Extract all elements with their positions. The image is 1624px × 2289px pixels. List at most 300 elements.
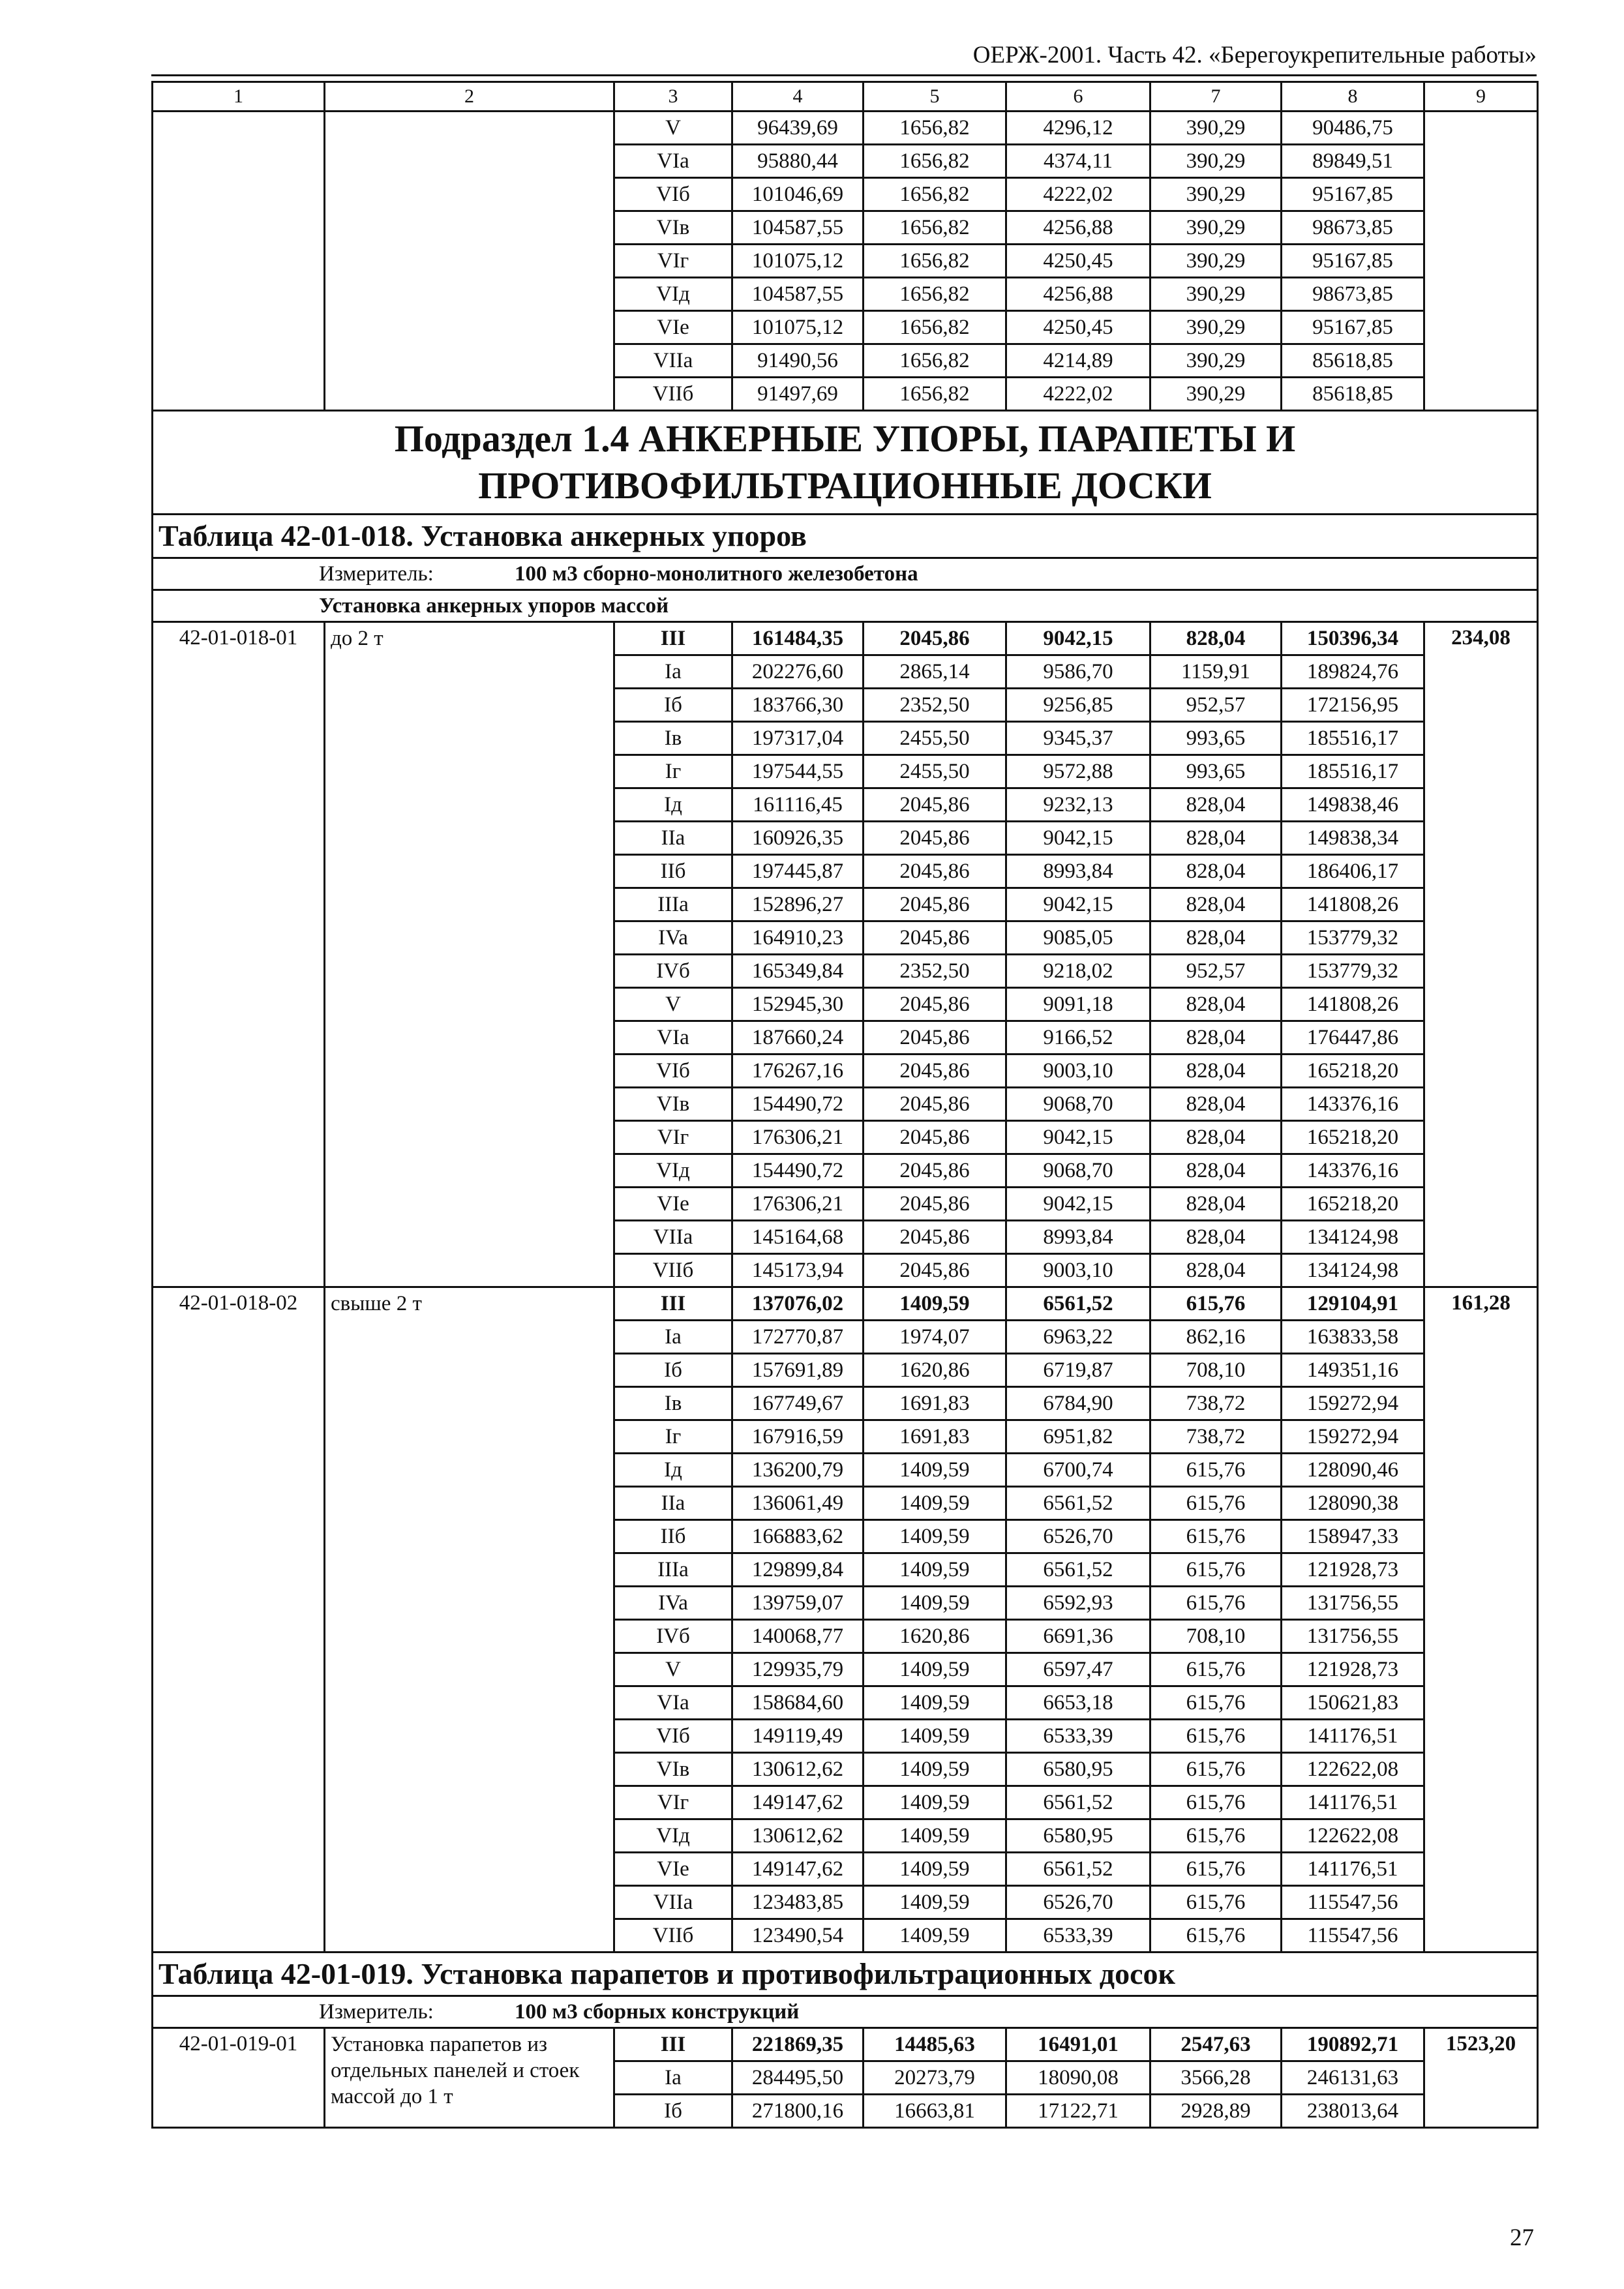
value-cell: 615,76 xyxy=(1150,1853,1282,1886)
value-cell: 1656,82 xyxy=(864,145,1006,178)
zone-cell: IVa xyxy=(614,921,732,955)
value-cell: 96439,69 xyxy=(732,112,864,145)
value-cell: 6700,74 xyxy=(1006,1454,1150,1487)
value-cell: 197445,87 xyxy=(732,855,864,888)
value-cell: 1691,83 xyxy=(864,1420,1006,1454)
value-cell: 4256,88 xyxy=(1006,211,1150,245)
zone-cell: VIIб xyxy=(614,1919,732,1952)
value-cell: 246131,63 xyxy=(1282,2061,1424,2095)
labor-cost: 234,08 xyxy=(1424,622,1538,1287)
zone-cell: VIе xyxy=(614,311,732,344)
value-cell: 828,04 xyxy=(1150,921,1282,955)
value-cell: 1656,82 xyxy=(864,278,1006,311)
value-cell: 6526,70 xyxy=(1006,1520,1150,1553)
value-cell: 20273,79 xyxy=(864,2061,1006,2095)
zone-cell: IVб xyxy=(614,955,732,988)
table-row xyxy=(153,112,1538,145)
value-cell: 1409,59 xyxy=(864,1919,1006,1952)
value-cell: 185516,17 xyxy=(1282,722,1424,755)
value-cell: 131756,55 xyxy=(1282,1587,1424,1620)
value-cell: 2045,86 xyxy=(864,1021,1006,1055)
zone-cell: Iв xyxy=(614,722,732,755)
value-cell: 9068,70 xyxy=(1006,1154,1150,1188)
value-cell: 160926,35 xyxy=(732,822,864,855)
value-cell: 149838,34 xyxy=(1282,822,1424,855)
value-cell: 159272,94 xyxy=(1282,1420,1424,1454)
value-cell: 164910,23 xyxy=(732,921,864,955)
value-cell: 189824,76 xyxy=(1282,655,1424,689)
value-cell: 149838,46 xyxy=(1282,788,1424,822)
value-cell: 1409,59 xyxy=(864,1853,1006,1886)
value-cell: 121928,73 xyxy=(1282,1653,1424,1686)
column-number: 4 xyxy=(732,82,864,112)
value-cell: 828,04 xyxy=(1150,1188,1282,1221)
value-cell: 1620,86 xyxy=(864,1620,1006,1653)
value-cell: 154490,72 xyxy=(732,1154,864,1188)
value-cell: 615,76 xyxy=(1150,1786,1282,1819)
value-cell: 738,72 xyxy=(1150,1420,1282,1454)
value-cell: 2045,86 xyxy=(864,1254,1006,1287)
value-cell: 2455,50 xyxy=(864,755,1006,788)
value-cell: 2045,86 xyxy=(864,1055,1006,1088)
value-cell: 16491,01 xyxy=(1006,2028,1150,2061)
value-cell: 141176,51 xyxy=(1282,1853,1424,1886)
value-cell: 6653,18 xyxy=(1006,1686,1150,1720)
value-cell: 2045,86 xyxy=(864,822,1006,855)
table-row xyxy=(153,2028,1538,2061)
value-cell: 2455,50 xyxy=(864,722,1006,755)
value-cell: 828,04 xyxy=(1150,988,1282,1021)
value-cell: 176267,16 xyxy=(732,1055,864,1088)
value-cell: 165218,20 xyxy=(1282,1055,1424,1088)
value-cell: 390,29 xyxy=(1150,278,1282,311)
value-cell: 2928,89 xyxy=(1150,2095,1282,2128)
value-cell: 123490,54 xyxy=(732,1919,864,1952)
value-cell: 2045,86 xyxy=(864,1221,1006,1254)
value-cell: 129104,91 xyxy=(1282,1287,1424,1321)
zone-cell: VIб xyxy=(614,1720,732,1753)
value-cell: 161116,45 xyxy=(732,788,864,822)
value-cell: 136061,49 xyxy=(732,1487,864,1520)
value-cell: 390,29 xyxy=(1150,178,1282,211)
value-cell: 1409,59 xyxy=(864,1287,1006,1321)
value-cell: 122622,08 xyxy=(1282,1753,1424,1786)
zone-cell: Ia xyxy=(614,655,732,689)
value-cell: 115547,56 xyxy=(1282,1886,1424,1919)
norm-code: 42-01-018-02 xyxy=(153,1287,325,1952)
value-cell: 1656,82 xyxy=(864,378,1006,411)
value-cell: 284495,50 xyxy=(732,2061,864,2095)
value-cell: 197317,04 xyxy=(732,722,864,755)
value-cell: 123483,85 xyxy=(732,1886,864,1919)
running-header: ОЕРЖ-2001. Часть 42. «Берегоукрепительные работы» xyxy=(972,42,1537,68)
zone-cell: IVa xyxy=(614,1587,732,1620)
value-cell: 2045,86 xyxy=(864,622,1006,655)
value-cell: 141176,51 xyxy=(1282,1786,1424,1819)
value-cell: 9042,15 xyxy=(1006,1188,1150,1221)
value-cell: 134124,98 xyxy=(1282,1254,1424,1287)
value-cell: 6951,82 xyxy=(1006,1420,1150,1454)
value-cell: 141176,51 xyxy=(1282,1720,1424,1753)
zone-cell: III xyxy=(614,622,732,655)
zone-cell: VIIa xyxy=(614,344,732,378)
value-cell: 828,04 xyxy=(1150,1055,1282,1088)
subheading: Установка анкерных упоров массой xyxy=(153,590,1538,622)
value-cell: 1409,59 xyxy=(864,1587,1006,1620)
value-cell: 166883,62 xyxy=(732,1520,864,1553)
value-cell: 9572,88 xyxy=(1006,755,1150,788)
column-number: 1 xyxy=(153,82,325,112)
value-cell: 18090,08 xyxy=(1006,2061,1150,2095)
value-cell: 9068,70 xyxy=(1006,1088,1150,1121)
value-cell: 131756,55 xyxy=(1282,1620,1424,1653)
value-cell: 862,16 xyxy=(1150,1321,1282,1354)
value-cell: 952,57 xyxy=(1150,689,1282,722)
value-cell: 1656,82 xyxy=(864,344,1006,378)
value-cell: 1409,59 xyxy=(864,1720,1006,1753)
value-cell: 708,10 xyxy=(1150,1354,1282,1387)
column-number: 6 xyxy=(1006,82,1150,112)
value-cell: 271800,16 xyxy=(732,2095,864,2128)
value-cell: 98673,85 xyxy=(1282,211,1424,245)
value-cell: 390,29 xyxy=(1150,112,1282,145)
value-cell: 157691,89 xyxy=(732,1354,864,1387)
value-cell: 1409,59 xyxy=(864,1553,1006,1587)
norm-name: Установка парапетов из отдельных панелей и стоек массой до 1 т xyxy=(325,2028,614,2128)
value-cell: 4250,45 xyxy=(1006,311,1150,344)
value-cell: 390,29 xyxy=(1150,344,1282,378)
value-cell: 2045,86 xyxy=(864,855,1006,888)
zone-cell: VIIб xyxy=(614,1254,732,1287)
zone-cell: VIд xyxy=(614,278,732,311)
value-cell: 9166,52 xyxy=(1006,1021,1150,1055)
value-cell: 4250,45 xyxy=(1006,245,1150,278)
table-row xyxy=(153,1287,1538,1321)
value-cell: 2045,86 xyxy=(864,1188,1006,1221)
value-cell: 9345,37 xyxy=(1006,722,1150,755)
value-cell: 165218,20 xyxy=(1282,1121,1424,1154)
value-cell: 993,65 xyxy=(1150,722,1282,755)
value-cell: 2045,86 xyxy=(864,1088,1006,1121)
value-cell: 6719,87 xyxy=(1006,1354,1150,1387)
value-cell: 4296,12 xyxy=(1006,112,1150,145)
value-cell: 9256,85 xyxy=(1006,689,1150,722)
value-cell: 136200,79 xyxy=(732,1454,864,1487)
column-number: 9 xyxy=(1424,82,1538,112)
value-cell: 2865,14 xyxy=(864,655,1006,689)
value-cell: 9003,10 xyxy=(1006,1254,1150,1287)
value-cell: 2547,63 xyxy=(1150,2028,1282,2061)
meter-row xyxy=(153,558,1538,590)
value-cell: 6691,36 xyxy=(1006,1620,1150,1653)
table-title: Таблица 42-01-018. Установка анкерных упоров xyxy=(153,515,1538,558)
value-cell: 1409,59 xyxy=(864,1653,1006,1686)
value-cell: 91497,69 xyxy=(732,378,864,411)
value-cell: 390,29 xyxy=(1150,145,1282,178)
value-cell: 4222,02 xyxy=(1006,178,1150,211)
value-cell: 615,76 xyxy=(1150,1553,1282,1587)
value-cell: 129935,79 xyxy=(732,1653,864,1686)
value-cell: 9042,15 xyxy=(1006,1121,1150,1154)
value-cell: 172770,87 xyxy=(732,1321,864,1354)
value-cell: 615,76 xyxy=(1150,1587,1282,1620)
value-cell: 158947,33 xyxy=(1282,1520,1424,1553)
value-cell: 828,04 xyxy=(1150,622,1282,655)
value-cell: 183766,30 xyxy=(732,689,864,722)
meter-value: 100 м3 сборных конструкций xyxy=(515,2000,800,2024)
zone-cell: VIIa xyxy=(614,1886,732,1919)
value-cell: 828,04 xyxy=(1150,888,1282,921)
value-cell: 172156,95 xyxy=(1282,689,1424,722)
value-cell: 161484,35 xyxy=(732,622,864,655)
value-cell: 6784,90 xyxy=(1006,1387,1150,1420)
subheading-row xyxy=(153,590,1538,622)
value-cell: 129899,84 xyxy=(732,1553,864,1587)
value-cell: 6533,39 xyxy=(1006,1720,1150,1753)
value-cell: 149147,62 xyxy=(732,1853,864,1886)
value-cell: 1409,59 xyxy=(864,1686,1006,1720)
page-number: 27 xyxy=(1510,2224,1534,2251)
zone-cell: VIa xyxy=(614,1021,732,1055)
value-cell: 85618,85 xyxy=(1282,344,1424,378)
value-cell: 1691,83 xyxy=(864,1387,1006,1420)
value-cell: 165218,20 xyxy=(1282,1188,1424,1221)
value-cell: 17122,71 xyxy=(1006,2095,1150,2128)
value-cell: 143376,16 xyxy=(1282,1154,1424,1188)
value-cell: 6561,52 xyxy=(1006,1553,1150,1587)
value-cell: 153779,32 xyxy=(1282,955,1424,988)
value-cell: 1159,91 xyxy=(1150,655,1282,689)
value-cell: 95167,85 xyxy=(1282,178,1424,211)
value-cell: 2045,86 xyxy=(864,1121,1006,1154)
norm-code: 42-01-019-01 xyxy=(153,2028,325,2128)
zone-cell: VIIб xyxy=(614,378,732,411)
value-cell: 952,57 xyxy=(1150,955,1282,988)
value-cell: 122622,08 xyxy=(1282,1819,1424,1853)
value-cell: 390,29 xyxy=(1150,311,1282,344)
meter-label: Измеритель: xyxy=(319,2000,434,2024)
value-cell: 9042,15 xyxy=(1006,888,1150,921)
zone-cell: IIIa xyxy=(614,1553,732,1587)
table-title: Таблица 42-01-019. Установка парапетов и противофильтрационных досок xyxy=(153,1952,1538,1996)
zone-cell: III xyxy=(614,1287,732,1321)
value-cell: 9091,18 xyxy=(1006,988,1150,1021)
value-cell: 141808,26 xyxy=(1282,888,1424,921)
value-cell: 139759,07 xyxy=(732,1587,864,1620)
code-cell xyxy=(153,112,325,411)
value-cell: 1620,86 xyxy=(864,1354,1006,1387)
norm-name: свыше 2 т xyxy=(325,1287,614,1952)
value-cell: 9042,15 xyxy=(1006,822,1150,855)
value-cell: 149351,16 xyxy=(1282,1354,1424,1387)
value-cell: 1656,82 xyxy=(864,112,1006,145)
value-cell: 615,76 xyxy=(1150,1919,1282,1952)
zone-cell: V xyxy=(614,988,732,1021)
zone-cell: Iв xyxy=(614,1387,732,1420)
zone-cell: Iб xyxy=(614,1354,732,1387)
value-cell: 615,76 xyxy=(1150,1653,1282,1686)
value-cell: 9232,13 xyxy=(1006,788,1150,822)
value-cell: 828,04 xyxy=(1150,1021,1282,1055)
value-cell: 152896,27 xyxy=(732,888,864,921)
zone-cell: VIв xyxy=(614,211,732,245)
value-cell: 828,04 xyxy=(1150,1221,1282,1254)
value-cell: 141808,26 xyxy=(1282,988,1424,1021)
meter-label: Измеритель: xyxy=(319,562,434,586)
value-cell: 101075,12 xyxy=(732,245,864,278)
zone-cell: Iб xyxy=(614,2095,732,2128)
zone-cell: VIa xyxy=(614,1686,732,1720)
norm-code: 42-01-018-01 xyxy=(153,622,325,1287)
value-cell: 121928,73 xyxy=(1282,1553,1424,1587)
labor-cost: 161,28 xyxy=(1424,1287,1538,1952)
value-cell: 2045,86 xyxy=(864,988,1006,1021)
value-cell: 993,65 xyxy=(1150,755,1282,788)
zone-cell: VIб xyxy=(614,1055,732,1088)
value-cell: 90486,75 xyxy=(1282,112,1424,145)
column-number: 7 xyxy=(1150,82,1282,112)
value-cell: 8993,84 xyxy=(1006,855,1150,888)
value-cell: 2045,86 xyxy=(864,888,1006,921)
column-number: 5 xyxy=(864,82,1006,112)
value-cell: 1409,59 xyxy=(864,1819,1006,1853)
zone-cell: VIг xyxy=(614,245,732,278)
value-cell: 158684,60 xyxy=(732,1686,864,1720)
value-cell: 159272,94 xyxy=(1282,1387,1424,1420)
zone-cell: VIе xyxy=(614,1853,732,1886)
value-cell: 221869,35 xyxy=(732,2028,864,2061)
zone-cell: VIa xyxy=(614,145,732,178)
zone-cell: IIб xyxy=(614,855,732,888)
value-cell: 615,76 xyxy=(1150,1287,1282,1321)
value-cell: 95880,44 xyxy=(732,145,864,178)
column-number: 3 xyxy=(614,82,732,112)
value-cell: 6526,70 xyxy=(1006,1886,1150,1919)
value-cell: 104587,55 xyxy=(732,278,864,311)
zone-cell: VIе xyxy=(614,1188,732,1221)
value-cell: 190892,71 xyxy=(1282,2028,1424,2061)
value-cell: 6580,95 xyxy=(1006,1753,1150,1786)
table-title-row xyxy=(153,1952,1538,1996)
zone-cell: IIIa xyxy=(614,888,732,921)
value-cell: 150621,83 xyxy=(1282,1686,1424,1720)
value-cell: 1656,82 xyxy=(864,311,1006,344)
zone-cell: Iд xyxy=(614,788,732,822)
value-cell: 197544,55 xyxy=(732,755,864,788)
value-cell: 828,04 xyxy=(1150,1154,1282,1188)
zone-cell: VIб xyxy=(614,178,732,211)
zone-cell: Ia xyxy=(614,1321,732,1354)
value-cell: 9042,15 xyxy=(1006,622,1150,655)
value-cell: 115547,56 xyxy=(1282,1919,1424,1952)
value-cell: 1409,59 xyxy=(864,1786,1006,1819)
zone-cell: IIб xyxy=(614,1520,732,1553)
value-cell: 185516,17 xyxy=(1282,755,1424,788)
value-cell: 145164,68 xyxy=(732,1221,864,1254)
value-cell: 615,76 xyxy=(1150,1886,1282,1919)
value-cell: 145173,94 xyxy=(732,1254,864,1287)
value-cell: 615,76 xyxy=(1150,1487,1282,1520)
section-row xyxy=(153,411,1538,515)
value-cell: 1409,59 xyxy=(864,1886,1006,1919)
value-cell: 2045,86 xyxy=(864,788,1006,822)
value-cell: 187660,24 xyxy=(732,1021,864,1055)
zone-cell: Iд xyxy=(614,1454,732,1487)
zone-cell: Ia xyxy=(614,2061,732,2095)
value-cell: 4214,89 xyxy=(1006,344,1150,378)
value-cell: 238013,64 xyxy=(1282,2095,1424,2128)
value-cell: 828,04 xyxy=(1150,822,1282,855)
value-cell: 9003,10 xyxy=(1006,1055,1150,1088)
value-cell: 98673,85 xyxy=(1282,278,1424,311)
value-cell: 167749,67 xyxy=(732,1387,864,1420)
value-cell: 9085,05 xyxy=(1006,921,1150,955)
value-cell: 8993,84 xyxy=(1006,1221,1150,1254)
value-cell: 9586,70 xyxy=(1006,655,1150,689)
value-cell: 137076,02 xyxy=(732,1287,864,1321)
zone-cell: IIa xyxy=(614,1487,732,1520)
value-cell: 167916,59 xyxy=(732,1420,864,1454)
value-cell: 1656,82 xyxy=(864,178,1006,211)
labor-cell xyxy=(1424,112,1538,411)
value-cell: 6561,52 xyxy=(1006,1786,1150,1819)
value-cell: 615,76 xyxy=(1150,1819,1282,1853)
zone-cell: IVб xyxy=(614,1620,732,1653)
column-number: 2 xyxy=(325,82,614,112)
value-cell: 2045,86 xyxy=(864,921,1006,955)
value-cell: 9218,02 xyxy=(1006,955,1150,988)
value-cell: 140068,77 xyxy=(732,1620,864,1653)
value-cell: 6597,47 xyxy=(1006,1653,1150,1686)
value-cell: 1409,59 xyxy=(864,1454,1006,1487)
value-cell: 615,76 xyxy=(1150,1753,1282,1786)
value-cell: 153779,32 xyxy=(1282,921,1424,955)
value-cell: 6561,52 xyxy=(1006,1487,1150,1520)
value-cell: 1409,59 xyxy=(864,1487,1006,1520)
value-cell: 149119,49 xyxy=(732,1720,864,1753)
zone-cell: VIг xyxy=(614,1121,732,1154)
value-cell: 4256,88 xyxy=(1006,278,1150,311)
value-cell: 1409,59 xyxy=(864,1753,1006,1786)
value-cell: 150396,34 xyxy=(1282,622,1424,655)
value-cell: 6963,22 xyxy=(1006,1321,1150,1354)
value-cell: 828,04 xyxy=(1150,855,1282,888)
value-cell: 4374,11 xyxy=(1006,145,1150,178)
table-row xyxy=(153,622,1538,655)
value-cell: 85618,85 xyxy=(1282,378,1424,411)
value-cell: 390,29 xyxy=(1150,211,1282,245)
value-cell: 186406,17 xyxy=(1282,855,1424,888)
value-cell: 6561,52 xyxy=(1006,1287,1150,1321)
value-cell: 16663,81 xyxy=(864,2095,1006,2128)
value-cell: 91490,56 xyxy=(732,344,864,378)
value-cell: 163833,58 xyxy=(1282,1321,1424,1354)
value-cell: 1409,59 xyxy=(864,1520,1006,1553)
value-cell: 154490,72 xyxy=(732,1088,864,1121)
value-cell: 130612,62 xyxy=(732,1819,864,1853)
value-cell: 143376,16 xyxy=(1282,1088,1424,1121)
norm-name: до 2 т xyxy=(325,622,614,1287)
value-cell: 1974,07 xyxy=(864,1321,1006,1354)
value-cell: 101075,12 xyxy=(732,311,864,344)
meter-cell xyxy=(153,1996,1538,2028)
zone-cell: VIв xyxy=(614,1753,732,1786)
zone-cell: V xyxy=(614,112,732,145)
value-cell: 828,04 xyxy=(1150,1121,1282,1154)
value-cell: 3566,28 xyxy=(1150,2061,1282,2095)
zone-cell: V xyxy=(614,1653,732,1686)
value-cell: 101046,69 xyxy=(732,178,864,211)
